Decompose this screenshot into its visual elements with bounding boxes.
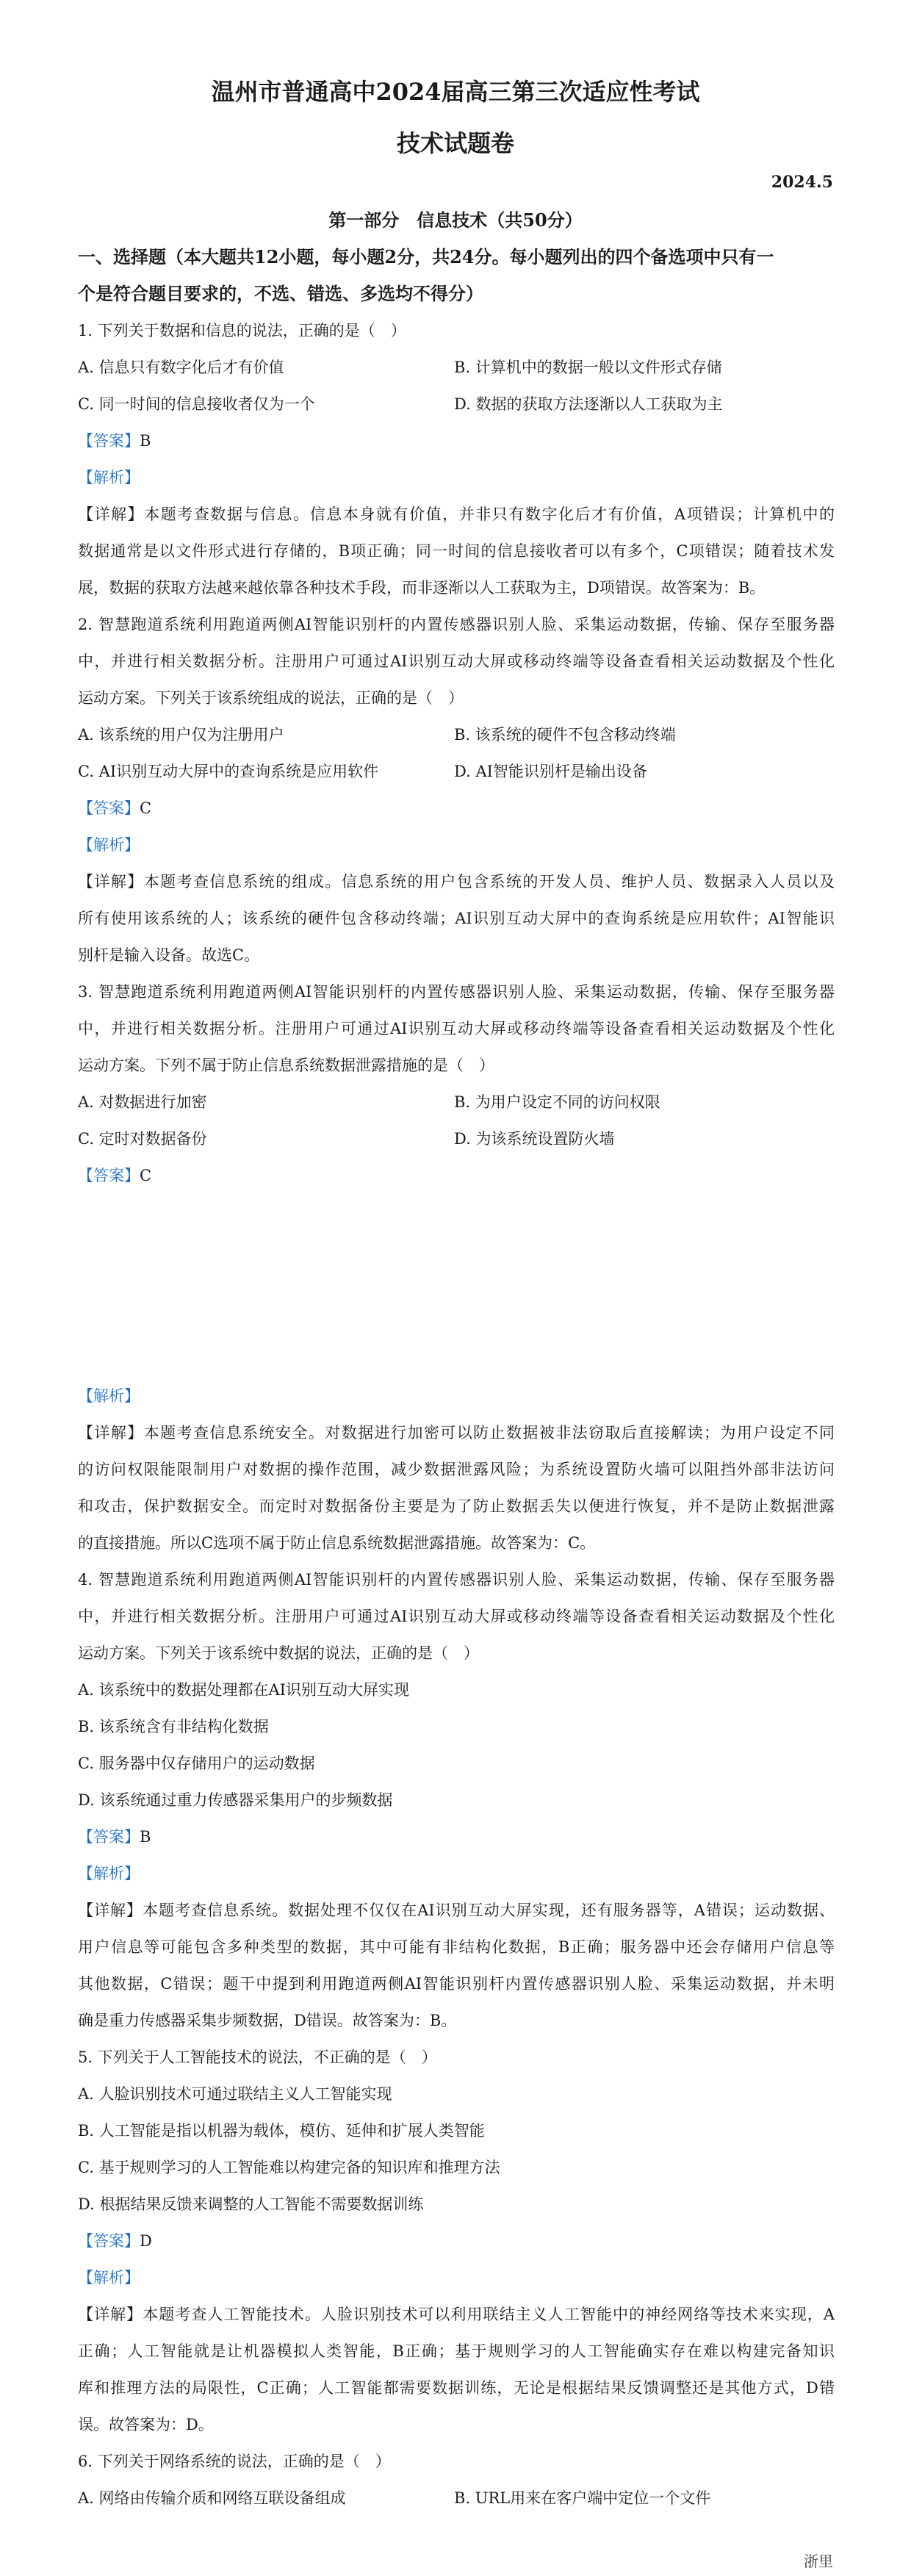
option-a: A. 信息只有数字化后才有价值 [78, 359, 284, 376]
analysis-label: 【解析】 [78, 1865, 140, 1882]
question-1 [78, 312, 835, 606]
question-stem: 运动方案。下列不属于防止信息系统数据泄露措施的是（ ） [78, 1057, 494, 1074]
option-b: B. URL用来在客户端中定位一个文件 [454, 2489, 711, 2507]
question-6 [78, 2443, 835, 2516]
detail-line: 展，数据的获取方法越来越依靠各种技术手段，而非逐渐以人工获取为主，D项错误。故答案为：B。 [78, 579, 766, 597]
answer-value: B [140, 432, 151, 450]
option-a: A. 人脸识别技术可通过联结主义人工智能实现 [78, 2085, 392, 2103]
detail-line: 别杆是输入设备。故选C。 [78, 946, 260, 964]
exam-subtitle: 技术试题卷 [396, 129, 514, 157]
question-3 [78, 974, 835, 1561]
option-row [78, 2480, 835, 2516]
question-stem: 中，并进行相关数据分析。注册用户可通过AI识别互动大屏或移动终端等设备查看相关运动数据及个性化 [78, 1020, 835, 1037]
question-stem: 4. 智慧跑道系统利用跑道两侧AI智能识别杆的内置传感器识别人脸、采集运动数据，传输、保存至服务器 [78, 1571, 835, 1589]
answer-line [78, 1818, 835, 1855]
answer-line [78, 2223, 835, 2259]
question-stem: 中，并进行相关数据分析。注册用户可通过AI识别互动大屏或移动终端等设备查看相关运动数据及个性化 [78, 1608, 835, 1625]
answer-value: D [140, 2232, 152, 2250]
detail-line: 【详解】本题考查信息系统的组成。信息系统的用户包含系统的开发人员、维护人员、数据录入人员以及 [78, 873, 835, 891]
option-b: B. 人工智能是指以机器为载体，模仿、延伸和扩展人类智能 [78, 2122, 485, 2140]
exam-date: 2024.5 [771, 173, 833, 192]
option-c: C. 定时对数据备份 [78, 1130, 207, 1148]
part-title: 第一部分 信息技术（共50分） [328, 209, 583, 231]
footer-text: 浙里 [804, 2552, 833, 2570]
detail-line: 正确；人工智能就是让机器模拟人类智能，B正确；基于规则学习的人工智能确实存在难以构建完备知识 [78, 2342, 835, 2360]
option-d: D. 为该系统设置防火墙 [454, 1130, 615, 1148]
question-4 [78, 1561, 835, 2039]
detail-line: 误。故答案为：D。 [78, 2416, 214, 2433]
question-stem: 6. 下列关于网络系统的说法，正确的是（ ） [78, 2453, 391, 2470]
answer-line [78, 422, 835, 459]
option-c: C. 同一时间的信息接收者仅为一个 [78, 395, 315, 413]
question-list [78, 312, 835, 2516]
option-row [78, 349, 835, 386]
section-heading [78, 239, 835, 312]
question-stem: 中，并进行相关数据分析。注册用户可通过AI识别互动大屏或移动终端等设备查看相关运动数据及个性化 [78, 652, 835, 670]
option-a: A. 该系统的用户仅为注册用户 [78, 726, 284, 744]
answer-value: C [140, 799, 152, 817]
question-stem: 2. 智慧跑道系统利用跑道两侧AI智能识别杆的内置传感器识别人脸、采集运动数据，传输、保存至服务器 [78, 616, 835, 633]
detail-line: 【详解】本题考查信息系统。数据处理不仅仅在AI识别互动大屏实现，还有服务器等，A错误；运动数据、 [78, 1902, 835, 1919]
option-c: C. AI识别互动大屏中的查询系统是应用软件 [78, 763, 379, 780]
question-stem: 运动方案。下列关于该系统组成的说法，正确的是（ ） [78, 689, 464, 707]
option-c: C. 基于规则学习的人工智能难以构建完备的知识库和推理方法 [78, 2159, 500, 2176]
option-row [78, 1120, 835, 1157]
section-heading-line-1: 一、选择题（本大题共12小题，每小题2分，共24分。每小题列出的四个备选项中只有一 [78, 246, 774, 267]
answer-value: B [140, 1828, 151, 1846]
detail-line: 库和推理方法的局限性，C正确；人工智能都需要数据训练，无论是根据结果反馈调整还是其他方式，D错 [78, 2379, 835, 2397]
detail-line: 和攻击，保护数据安全。而定时对数据备份主要是为了防止数据丢失以便进行恢复，并不是防止数据泄露 [78, 1497, 835, 1515]
detail-line: 用户信息等可能包含多种类型的数据，其中可能有非结构化数据，B正确；服务器中还会存储用户信息等 [78, 1938, 835, 1956]
answer-label: 【答案】 [78, 799, 140, 817]
option-b: B. 计算机中的数据一般以文件形式存储 [454, 359, 722, 376]
answer-line [78, 790, 835, 827]
analysis-label: 【解析】 [78, 469, 140, 486]
question-5 [78, 2039, 835, 2443]
answer-value: C [140, 1167, 152, 1184]
option-b: B. 该系统的硬件不包含移动终端 [454, 726, 676, 744]
option-a: A. 该系统中的数据处理都在AI识别互动大屏实现 [78, 1681, 409, 1699]
option-c: C. 服务器中仅存储用户的运动数据 [78, 1755, 315, 1772]
option-d: D. 该系统通过重力传感器采集用户的步频数据 [78, 1791, 393, 1809]
question-2 [78, 606, 835, 974]
answer-label: 【答案】 [78, 432, 140, 450]
option-row [78, 716, 835, 753]
answer-label: 【答案】 [78, 1828, 140, 1846]
option-a: A. 网络由传输介质和网络互联设备组成 [78, 2489, 346, 2507]
detail-line: 数据通常是以文件形式进行存储的，B项正确；同一时间的信息接收者可以有多个，C项错误；随着技术发 [78, 542, 835, 560]
answer-label: 【答案】 [78, 2232, 140, 2250]
blank-space [78, 1194, 835, 1378]
option-d: D. 数据的获取方法逐渐以人工获取为主 [454, 395, 723, 413]
question-stem: 3. 智慧跑道系统利用跑道两侧AI智能识别杆的内置传感器识别人脸、采集运动数据，传输、保存至服务器 [78, 983, 835, 1001]
section-heading-line-2: 个是符合题目要求的，不选、错选、多选均不得分） [78, 283, 483, 304]
option-row [78, 1084, 835, 1120]
answer-line [78, 1157, 835, 1194]
detail-line: 其他数据，C错误；题干中提到利用跑道两侧AI智能识别杆内置传感器识别人脸、采集运动数据，并未明 [78, 1975, 835, 1993]
detail-line: 【详解】本题考查信息系统安全。对数据进行加密可以防止数据被非法窃取后直接解读；为用户设定不同 [78, 1424, 835, 1442]
option-d: D. AI智能识别杆是输出设备 [454, 763, 647, 780]
analysis-label: 【解析】 [78, 1387, 140, 1405]
detail-line: 【详解】本题考查数据与信息。信息本身就有价值，并非只有数字化后才有价值，A项错误；计算机中的 [78, 506, 835, 523]
analysis-label: 【解析】 [78, 2269, 140, 2287]
option-d: D. 根据结果反馈来调整的人工智能不需要数据训练 [78, 2195, 424, 2213]
exam-title: 温州市普通高中2024届高三第三次适应性考试 [211, 78, 700, 106]
option-row [78, 753, 835, 790]
question-stem: 运动方案。下列关于该系统中数据的说法，正确的是（ ） [78, 1644, 479, 1662]
analysis-label: 【解析】 [78, 836, 140, 854]
detail-line: 的直接措施。所以C选项不属于防止信息系统数据泄露措施。故答案为：C。 [78, 1534, 596, 1552]
option-b: B. 该系统含有非结构化数据 [78, 1718, 269, 1735]
detail-line: 【详解】本题考查人工智能技术。人脸识别技术可以利用联结主义人工智能中的神经网络等技术来实现，A [78, 2306, 835, 2323]
option-row [78, 386, 835, 422]
detail-line: 确是重力传感器采集步频数据，D错误。故答案为：B。 [78, 2012, 457, 2029]
answer-label: 【答案】 [78, 1167, 140, 1184]
detail-line: 的访问权限能限制用户对数据的操作范围，减少数据泄露风险；为系统设置防火墙可以阻挡外部非法访问 [78, 1461, 835, 1478]
option-b: B. 为用户设定不同的访问权限 [454, 1093, 660, 1111]
question-stem: 1. 下列关于数据和信息的说法，正确的是（ ） [78, 322, 406, 339]
detail-line: 所有使用该系统的人；该系统的硬件包含移动终端；AI识别互动大屏中的查询系统是应用软件；AI智能识 [78, 910, 835, 927]
question-stem: 5. 下列关于人工智能技术的说法，不正确的是（ ） [78, 2048, 437, 2066]
option-a: A. 对数据进行加密 [78, 1093, 207, 1111]
